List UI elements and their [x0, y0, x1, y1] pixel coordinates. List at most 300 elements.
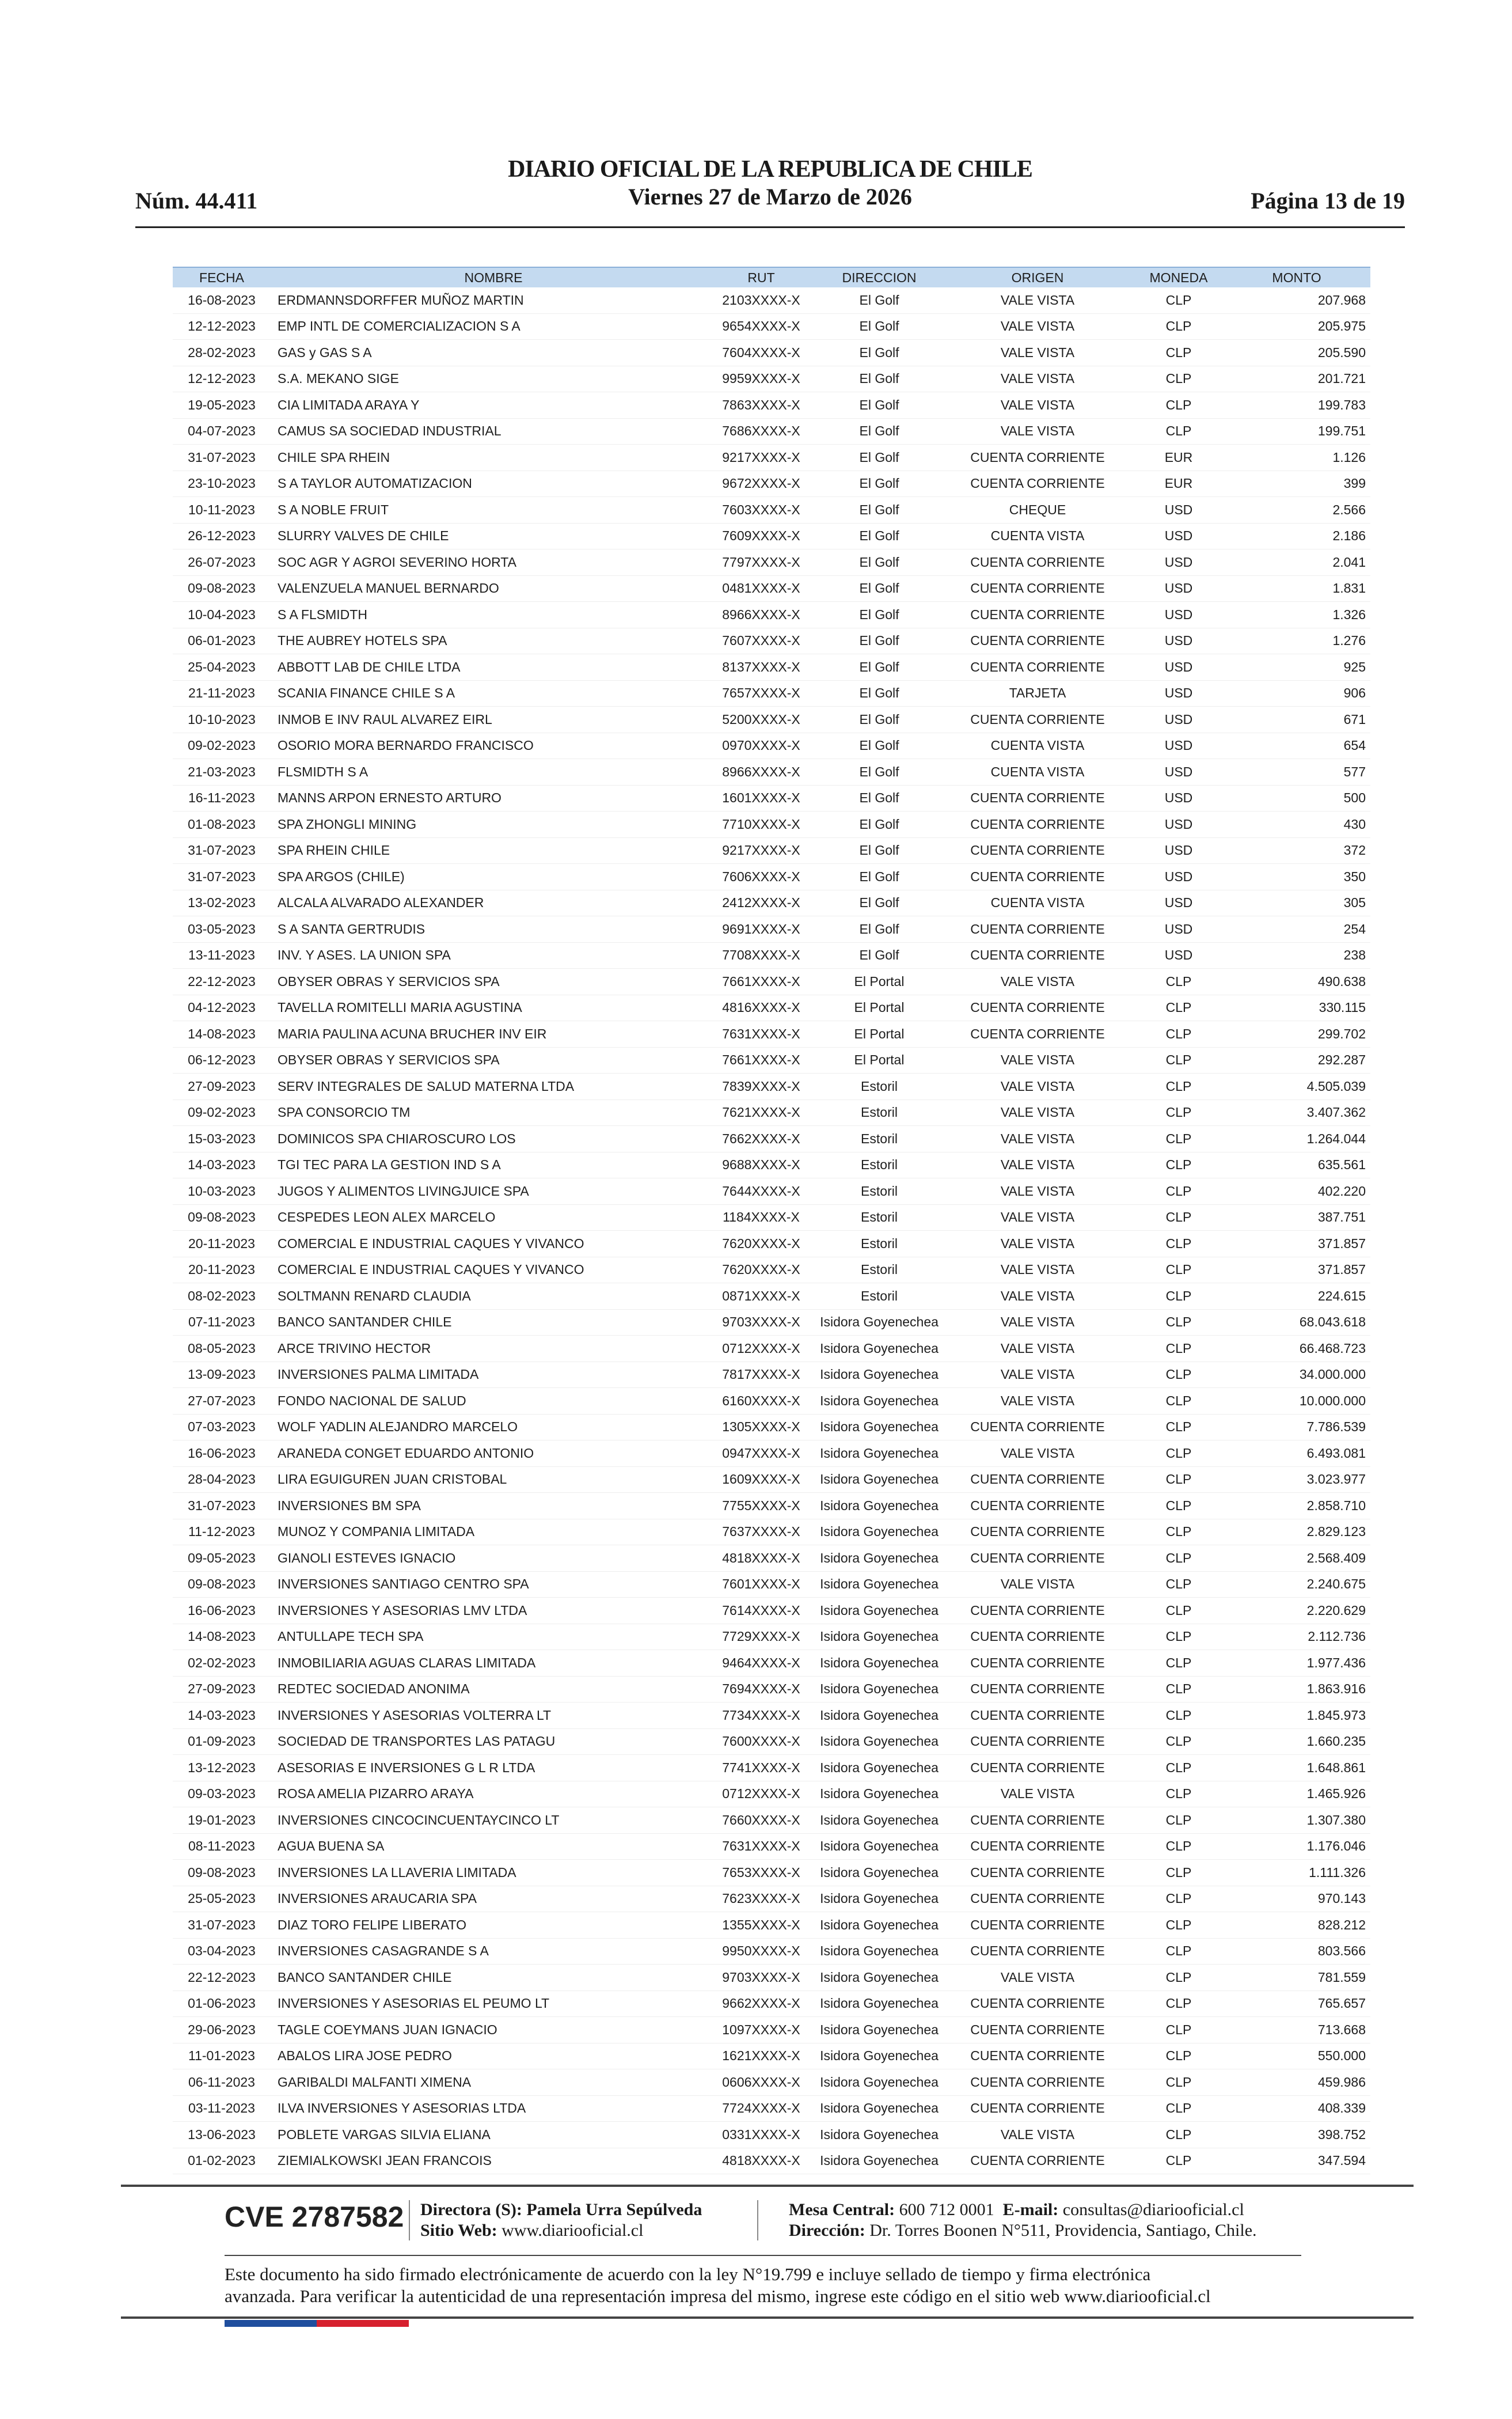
cell-nombre: CESPEDES LEON ALEX MARCELO [278, 1210, 496, 1225]
cell-direccion: El Golf [859, 397, 899, 412]
cell-nombre: INVERSIONES Y ASESORIAS VOLTERRA LT [278, 1707, 552, 1723]
cell-fecha: 31-07-2023 [188, 869, 256, 884]
cell-fecha: 21-11-2023 [188, 685, 255, 701]
table-row [173, 340, 1370, 366]
cell-nombre: ASESORIAS E INVERSIONES G L R LTDA [278, 1760, 535, 1775]
cell-rut: 7606XXXX-X [722, 869, 800, 884]
cell-nombre: AGUA BUENA SA [278, 1838, 385, 1854]
cell-nombre: ARANEDA CONGET EDUARDO ANTONIO [278, 1445, 534, 1461]
column-header-fecha: FECHA [173, 267, 271, 287]
cell-rut: 9950XXXX-X [722, 1943, 800, 1959]
cell-origen: CUENTA VISTA [990, 738, 1085, 753]
cell-origen: CUENTA CORRIENTE [970, 1524, 1105, 1540]
cell-monto: 347.594 [1317, 2153, 1366, 2168]
cell-rut: 7817XXXX-X [722, 1367, 800, 1382]
table-row [173, 680, 1370, 707]
cell-nombre: SPA CONSORCIO TM [278, 1105, 411, 1120]
table-row [173, 2148, 1370, 2174]
cell-fecha: 08-05-2023 [188, 1340, 256, 1356]
table-row [173, 785, 1370, 812]
cell-rut: 1184XXXX-X [723, 1210, 800, 1225]
cell-rut: 8966XXXX-X [722, 764, 800, 779]
cell-nombre: INMOB E INV RAUL ALVAREZ EIRL [278, 711, 492, 727]
cell-fecha: 29-06-2023 [188, 2022, 256, 2037]
cell-moneda: CLP [1165, 2153, 1192, 2168]
cell-origen: CUENTA CORRIENTE [970, 633, 1105, 649]
table-row [173, 1231, 1370, 1257]
cell-moneda: USD [1164, 528, 1193, 544]
cell-rut: 9703XXXX-X [722, 1314, 800, 1330]
cell-fecha: 03-04-2023 [188, 1943, 256, 1959]
cell-nombre: BANCO SANTANDER CHILE [278, 1969, 452, 1985]
cell-origen: VALE VISTA [1000, 292, 1075, 308]
cell-moneda: CLP [1165, 1052, 1192, 1068]
cell-fecha: 10-04-2023 [188, 606, 256, 622]
table-row [173, 1099, 1370, 1126]
cell-rut: 7637XXXX-X [722, 1524, 800, 1540]
table-row [173, 1519, 1370, 1545]
cell-direccion: El Golf [859, 685, 899, 701]
cell-nombre: COMERCIAL E INDUSTRIAL CAQUES Y VIVANCO [278, 1235, 584, 1251]
cell-direccion: El Portal [854, 1026, 905, 1041]
cell-monto: 828.212 [1317, 1917, 1366, 1932]
cell-monto: 671 [1343, 711, 1366, 727]
column-header-origen: ORIGEN [945, 267, 1130, 287]
cell-fecha: 10-10-2023 [188, 711, 256, 727]
cell-origen: CUENTA CORRIENTE [970, 1550, 1105, 1565]
cell-nombre: SERV INTEGRALES DE SALUD MATERNA LTDA [278, 1078, 575, 1094]
cell-origen: CUENTA CORRIENTE [970, 1864, 1105, 1880]
cell-monto: 490.638 [1317, 973, 1366, 989]
cell-rut: 0871XXXX-X [722, 1288, 800, 1303]
cell-monto: 254 [1343, 921, 1366, 936]
cell-fecha: 14-03-2023 [188, 1707, 256, 1723]
cell-moneda: CLP [1165, 1131, 1192, 1146]
table-row [173, 1755, 1370, 1781]
table-row [173, 575, 1370, 602]
cell-fecha: 20-11-2023 [188, 1235, 255, 1251]
cell-origen: CUENTA CORRIENTE [970, 2074, 1105, 2090]
cell-rut: 4816XXXX-X [722, 1000, 800, 1015]
cell-nombre: ARCE TRIVINO HECTOR [278, 1340, 431, 1356]
address-value: Dr. Torres Boonen N°511, Providencia, Santiago, Chile. [869, 2221, 1257, 2240]
cell-nombre: INVERSIONES LA LLAVERIA LIMITADA [278, 1864, 516, 1880]
cell-fecha: 13-06-2023 [188, 2126, 256, 2142]
cell-fecha: 19-05-2023 [188, 397, 256, 412]
cell-fecha: 22-12-2023 [188, 973, 256, 989]
cell-nombre: INV. Y ASES. LA UNION SPA [278, 947, 451, 963]
cell-monto: 2.041 [1332, 554, 1366, 570]
cell-direccion: Isidora Goyenechea [820, 1393, 939, 1408]
cell-direccion: Estoril [861, 1288, 898, 1303]
cell-fecha: 27-07-2023 [188, 1393, 256, 1408]
cell-direccion: El Golf [859, 449, 899, 465]
email-label: E-mail: [1002, 2200, 1059, 2219]
cell-nombre: ABBOTT LAB DE CHILE LTDA [278, 659, 461, 674]
cell-moneda: CLP [1165, 1996, 1192, 2011]
footer-separator [409, 2200, 410, 2240]
cell-direccion: El Golf [859, 319, 899, 334]
table-row [173, 1624, 1370, 1650]
cell-origen: CUENTA CORRIENTE [970, 1000, 1105, 1015]
table-row [173, 1074, 1370, 1100]
cell-nombre: SPA ZHONGLI MINING [278, 816, 417, 832]
cell-moneda: CLP [1165, 344, 1192, 360]
cell-monto: 299.702 [1317, 1026, 1366, 1041]
web-label: Sitio Web: [420, 2221, 497, 2240]
cell-nombre: ALCALA ALVARADO ALEXANDER [278, 895, 484, 911]
cell-origen: VALE VISTA [1000, 1183, 1075, 1199]
cell-monto: 1.326 [1332, 606, 1366, 622]
cell-nombre: S A TAYLOR AUTOMATIZACION [278, 476, 472, 491]
cell-monto: 1.264.044 [1306, 1131, 1366, 1146]
cell-moneda: CLP [1165, 1681, 1192, 1697]
cell-nombre: BANCO SANTANDER CHILE [278, 1314, 452, 1330]
cell-origen: CUENTA VISTA [990, 895, 1085, 911]
cell-moneda: CLP [1165, 1943, 1192, 1959]
cell-direccion: El Golf [859, 606, 899, 622]
cell-moneda: USD [1164, 738, 1193, 753]
cell-moneda: USD [1164, 869, 1193, 884]
cell-nombre: TGI TEC PARA LA GESTION IND S A [278, 1157, 501, 1173]
footer-divider-top [121, 2185, 1414, 2187]
cell-rut: 2412XXXX-X [722, 895, 800, 911]
cell-monto: 305 [1343, 895, 1366, 911]
cell-moneda: CLP [1165, 1445, 1192, 1461]
cell-monto: 1.845.973 [1306, 1707, 1366, 1723]
cell-rut: 0712XXXX-X [722, 1340, 800, 1356]
cell-monto: 2.829.123 [1306, 1524, 1366, 1540]
cell-monto: 2.568.409 [1306, 1550, 1366, 1565]
cell-moneda: EUR [1164, 476, 1193, 491]
footer-info [225, 2197, 1376, 2249]
cell-nombre: SOLTMANN RENARD CLAUDIA [278, 1288, 471, 1303]
cell-monto: 781.559 [1317, 1969, 1366, 1985]
flag-stripe-red [317, 2320, 409, 2327]
cell-nombre: COMERCIAL E INDUSTRIAL CAQUES Y VIVANCO [278, 1262, 584, 1277]
cell-rut: 7863XXXX-X [722, 397, 800, 412]
table-row [173, 602, 1370, 628]
cell-direccion: El Golf [859, 711, 899, 727]
table-row [173, 916, 1370, 943]
page-title [135, 156, 1405, 211]
cell-moneda: CLP [1165, 2048, 1192, 2064]
table-row [173, 1021, 1370, 1048]
cell-rut: 0970XXXX-X [722, 738, 800, 753]
cell-monto: 205.975 [1317, 319, 1366, 334]
flag-stripe-blue [225, 2320, 317, 2327]
cell-direccion: Isidora Goyenechea [820, 2074, 939, 2090]
email-link[interactable]: consultas@diariooficial.cl [1062, 2200, 1244, 2219]
column-header-direccion: DIRECCION [813, 267, 945, 287]
cell-direccion: Isidora Goyenechea [820, 2100, 939, 2116]
cell-nombre: SLURRY VALVES DE CHILE [278, 528, 449, 544]
cell-monto: 66.468.723 [1299, 1340, 1366, 1356]
cell-direccion: Isidora Goyenechea [820, 1576, 939, 1592]
footer-divider-middle [225, 2255, 1301, 2256]
footer-director-block [420, 2200, 702, 2241]
cell-fecha: 31-07-2023 [188, 1497, 256, 1513]
cell-origen: VALE VISTA [1000, 423, 1075, 439]
cell-fecha: 26-07-2023 [188, 554, 256, 570]
cell-fecha: 16-11-2023 [188, 790, 255, 806]
cell-direccion: Estoril [861, 1157, 898, 1173]
cell-origen: CUENTA CORRIENTE [970, 1655, 1105, 1670]
table-row [173, 1126, 1370, 1152]
cell-direccion: Isidora Goyenechea [820, 1864, 939, 1880]
cell-origen: CUENTA CORRIENTE [970, 921, 1105, 936]
cell-direccion: Isidora Goyenechea [820, 1524, 939, 1540]
cell-moneda: CLP [1165, 2100, 1192, 2116]
cell-rut: 9217XXXX-X [722, 449, 800, 465]
cell-origen: CUENTA CORRIENTE [970, 816, 1105, 832]
cell-moneda: CLP [1165, 1497, 1192, 1513]
cell-monto: 292.287 [1317, 1052, 1366, 1068]
cell-origen: CUENTA CORRIENTE [970, 2153, 1105, 2168]
cell-fecha: 27-09-2023 [188, 1681, 256, 1697]
cell-monto: 430 [1343, 816, 1366, 832]
cell-fecha: 09-08-2023 [188, 1210, 256, 1225]
table-row [173, 1886, 1370, 1912]
table-row [173, 287, 1370, 313]
cell-direccion: Isidora Goyenechea [820, 2022, 939, 2037]
cell-monto: 68.043.618 [1299, 1314, 1366, 1330]
cell-nombre: SPA RHEIN CHILE [278, 843, 390, 858]
cell-moneda: CLP [1165, 1524, 1192, 1540]
cell-nombre: EMP INTL DE COMERCIALIZACION S A [278, 319, 521, 334]
cell-monto: 803.566 [1317, 1943, 1366, 1959]
cell-nombre: OBYSER OBRAS Y SERVICIOS SPA [278, 1052, 500, 1068]
cell-nombre: CHILE SPA RHEIN [278, 449, 390, 465]
cell-direccion: El Portal [854, 1000, 905, 1015]
cell-rut: 4818XXXX-X [722, 2153, 800, 2168]
cell-rut: 8137XXXX-X [722, 659, 800, 674]
table-row [173, 864, 1370, 890]
cell-nombre: GIANOLI ESTEVES IGNACIO [278, 1550, 456, 1565]
cell-nombre: OBYSER OBRAS Y SERVICIOS SPA [278, 973, 500, 989]
cell-nombre: DOMINICOS SPA CHIAROSCURO LOS [278, 1131, 516, 1146]
cell-origen: CUENTA CORRIENTE [970, 1497, 1105, 1513]
cell-rut: 7839XXXX-X [722, 1078, 800, 1094]
cell-direccion: El Golf [859, 921, 899, 936]
cell-direccion: El Golf [859, 895, 899, 911]
cell-nombre: ZIEMIALKOWSKI JEAN FRANCOIS [278, 2153, 492, 2168]
cell-rut: 0331XXXX-X [722, 2126, 800, 2142]
cell-moneda: CLP [1165, 397, 1192, 412]
cell-rut: 7657XXXX-X [722, 685, 800, 701]
cell-monto: 459.986 [1317, 2074, 1366, 2090]
cell-origen: VALE VISTA [1000, 1210, 1075, 1225]
cell-monto: 207.968 [1317, 292, 1366, 308]
cell-moneda: CLP [1165, 1760, 1192, 1775]
cell-nombre: SPA ARGOS (CHILE) [278, 869, 405, 884]
cell-origen: CUENTA CORRIENTE [970, 869, 1105, 884]
cell-origen: VALE VISTA [1000, 1969, 1075, 1985]
cell-moneda: CLP [1165, 2126, 1192, 2142]
table-row [173, 2017, 1370, 2043]
cell-nombre: DIAZ TORO FELIPE LIBERATO [278, 1917, 467, 1932]
cell-moneda: CLP [1165, 973, 1192, 989]
cell-monto: 398.752 [1317, 2126, 1366, 2142]
cell-origen: VALE VISTA [1000, 371, 1075, 386]
cell-nombre: CAMUS SA SOCIEDAD INDUSTRIAL [278, 423, 502, 439]
table-row [173, 1047, 1370, 1074]
cell-fecha: 08-11-2023 [188, 1838, 255, 1854]
cell-moneda: CLP [1165, 1786, 1192, 1802]
cell-direccion: Isidora Goyenechea [820, 1655, 939, 1670]
cell-direccion: Estoril [861, 1210, 898, 1225]
cell-moneda: USD [1164, 764, 1193, 779]
cell-fecha: 25-04-2023 [188, 659, 256, 674]
cell-moneda: USD [1164, 606, 1193, 622]
cell-monto: 402.220 [1317, 1183, 1366, 1199]
cell-origen: VALE VISTA [1000, 344, 1075, 360]
cell-moneda: CLP [1165, 1891, 1192, 1906]
cell-fecha: 11-12-2023 [188, 1524, 255, 1540]
cell-origen: CUENTA CORRIENTE [970, 1943, 1105, 1959]
cell-monto: 500 [1343, 790, 1366, 806]
table-row [173, 1965, 1370, 1991]
cell-nombre: INVERSIONES CASAGRANDE S A [278, 1943, 489, 1959]
cell-rut: 7729XXXX-X [722, 1629, 800, 1644]
cell-rut: 7604XXXX-X [722, 344, 800, 360]
cell-origen: TARJETA [1009, 685, 1066, 701]
cell-origen: VALE VISTA [1000, 1235, 1075, 1251]
cell-fecha: 28-02-2023 [188, 344, 256, 360]
cell-direccion: Isidora Goyenechea [820, 1812, 939, 1827]
cell-rut: 0606XXXX-X [722, 2074, 800, 2090]
table-row [173, 969, 1370, 995]
cell-origen: CUENTA CORRIENTE [970, 1891, 1105, 1906]
director-label: Directora (S): [420, 2200, 522, 2219]
footer-separator [757, 2200, 758, 2240]
cell-rut: 7661XXXX-X [722, 1052, 800, 1068]
table-row [173, 1728, 1370, 1755]
cell-origen: CUENTA CORRIENTE [970, 659, 1105, 674]
cell-monto: 199.751 [1317, 423, 1366, 439]
cell-origen: VALE VISTA [1000, 397, 1075, 412]
cell-origen: VALE VISTA [1000, 1078, 1075, 1094]
cell-origen: VALE VISTA [1000, 1052, 1075, 1068]
cell-monto: 372 [1343, 843, 1366, 858]
cell-nombre: ERDMANNSDORFFER MUÑOZ MARTIN [278, 292, 524, 308]
cell-monto: 1.276 [1332, 633, 1366, 649]
cell-monto: 2.240.675 [1306, 1576, 1366, 1592]
cell-rut: 7600XXXX-X [722, 1734, 800, 1749]
cell-nombre: INVERSIONES ARAUCARIA SPA [278, 1891, 477, 1906]
table-row [173, 1309, 1370, 1336]
cell-moneda: CLP [1165, 1707, 1192, 1723]
cell-rut: 7609XXXX-X [722, 528, 800, 544]
cell-monto: 399 [1343, 476, 1366, 491]
table-row [173, 628, 1370, 654]
cell-rut: 7607XXXX-X [722, 633, 800, 649]
cell-monto: 1.977.436 [1306, 1655, 1366, 1670]
cell-direccion: Isidora Goyenechea [820, 1629, 939, 1644]
cell-monto: 2.112.736 [1308, 1629, 1366, 1644]
cell-moneda: USD [1164, 895, 1193, 911]
cell-rut: 9672XXXX-X [722, 476, 800, 491]
cell-direccion: Isidora Goyenechea [820, 2153, 939, 2168]
cell-rut: 9703XXXX-X [722, 1969, 800, 1985]
cell-fecha: 13-09-2023 [188, 1367, 256, 1382]
cell-origen: CUENTA CORRIENTE [970, 1602, 1105, 1618]
cell-nombre: INVERSIONES SANTIAGO CENTRO SPA [278, 1576, 529, 1592]
cell-fecha: 13-12-2023 [188, 1760, 256, 1775]
cell-origen: VALE VISTA [1000, 2126, 1075, 2142]
cell-direccion: Isidora Goyenechea [820, 1314, 939, 1330]
cell-origen: VALE VISTA [1000, 1786, 1075, 1802]
cell-fecha: 13-11-2023 [188, 947, 255, 963]
table-row [173, 2122, 1370, 2148]
cell-monto: 2.566 [1332, 502, 1366, 517]
cell-moneda: EUR [1164, 449, 1193, 465]
table-row [173, 313, 1370, 340]
legal-line-1: Este documento ha sido firmado electrónicamente de acuerdo con la ley N°19.799 e incluye sellado de tiempo y firma electrónica [225, 2264, 1151, 2284]
legal-notice [225, 2263, 1307, 2307]
table-row [173, 445, 1370, 471]
cell-rut: 7686XXXX-X [722, 423, 800, 439]
cell-moneda: CLP [1165, 1969, 1192, 1985]
cell-moneda: CLP [1165, 1393, 1192, 1408]
cell-rut: 7741XXXX-X [722, 1760, 800, 1775]
table-row [173, 1336, 1370, 1362]
cell-monto: 970.143 [1317, 1891, 1366, 1906]
table-row [173, 837, 1370, 864]
cell-moneda: CLP [1165, 1262, 1192, 1277]
cell-fecha: 06-01-2023 [188, 633, 256, 649]
address-label: Dirección: [789, 2221, 865, 2240]
cell-direccion: Isidora Goyenechea [820, 1943, 939, 1959]
web-link[interactable]: www.diariooficial.cl [502, 2221, 644, 2240]
table-row [173, 812, 1370, 838]
table-row [173, 1598, 1370, 1624]
cell-origen: VALE VISTA [1000, 1393, 1075, 1408]
table-row [173, 1283, 1370, 1310]
mesa-label: Mesa Central: [789, 2200, 895, 2219]
table-row [173, 654, 1370, 681]
cell-moneda: CLP [1165, 1838, 1192, 1854]
cell-direccion: El Portal [854, 1052, 905, 1068]
table-header-row [173, 267, 1370, 287]
cell-fecha: 09-05-2023 [188, 1550, 256, 1565]
cell-monto: 577 [1343, 764, 1366, 779]
cell-direccion: Isidora Goyenechea [820, 1917, 939, 1932]
cell-monto: 199.783 [1317, 397, 1366, 412]
cell-origen: VALE VISTA [1000, 1445, 1075, 1461]
table-row [173, 1990, 1370, 2017]
cell-direccion: Isidora Goyenechea [820, 1786, 939, 1802]
cell-fecha: 01-06-2023 [188, 1996, 256, 2011]
cell-moneda: USD [1164, 502, 1193, 517]
cell-fecha: 01-08-2023 [188, 816, 256, 832]
table-row [173, 1493, 1370, 1519]
cell-direccion: Isidora Goyenechea [820, 1681, 939, 1697]
cell-rut: 9464XXXX-X [722, 1655, 800, 1670]
cell-nombre: TAVELLA ROMITELLI MARIA AGUSTINA [278, 1000, 522, 1015]
cell-direccion: Isidora Goyenechea [820, 1969, 939, 1985]
cell-origen: CUENTA CORRIENTE [970, 1629, 1105, 1644]
cell-monto: 330.115 [1319, 1000, 1366, 1015]
cell-direccion: Estoril [861, 1105, 898, 1120]
cell-moneda: USD [1164, 921, 1193, 936]
cell-moneda: CLP [1165, 1734, 1192, 1749]
cell-origen: CUENTA CORRIENTE [970, 1996, 1105, 2011]
cell-monto: 1.176.046 [1306, 1838, 1366, 1854]
cve-code: CVE 2787582 [225, 2201, 404, 2233]
cell-fecha: 31-07-2023 [188, 449, 256, 465]
cell-direccion: Isidora Goyenechea [820, 1419, 939, 1435]
